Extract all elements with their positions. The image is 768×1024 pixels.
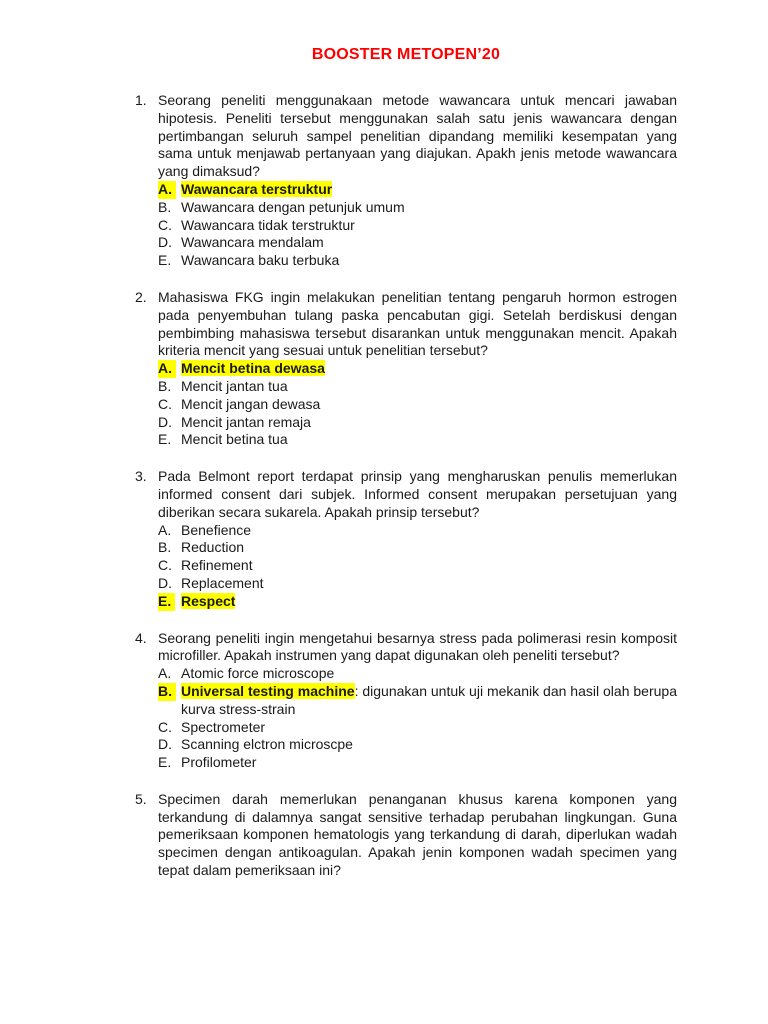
option-letter: E. [158,431,172,448]
option-letter: E. [158,593,175,611]
question-2 [0,289,768,449]
question-number: 4. [135,629,147,646]
option-text: Mencit betina tua [181,431,288,448]
option-text: Refinement [181,557,253,574]
option-note: : digunakan untuk uji mekanik dan hasil olah berupa kurva stress-strain [181,682,677,717]
option-letter: E. [158,252,172,269]
question-text: Specimen darah memerlukan penanganan khusus karena komponen yang terkandung di dalamnya sangat sensitive terhadap perubahan lingkungan. Guna pemeriksaan komponen hematologis yang terkandung di darah, diperlukan wadah specimen dengan antikoagulan. Apakah jenin komponen wadah specimen yang tepat dalam pemeriksaan ini? [158,790,677,879]
question-4 [0,630,768,772]
option-text: Scanning elctron microscpe [181,736,353,753]
option-a-correct [0,181,768,199]
option-text-highlighted: Respect [181,592,236,609]
option-a [0,665,768,683]
option-text: Wawancara tidak terstruktur [181,216,355,233]
option-d [0,414,768,432]
option-letter: C. [158,557,172,574]
option-e [0,754,768,772]
option-text: Mencit jangan dewasa [181,395,321,412]
option-text-highlighted: Universal testing machine [181,682,355,699]
question-number: 1. [135,92,147,108]
option-e-correct [0,593,768,611]
question-text: Pada Belmont report terdapat prinsip yang mengharuskan penulis memerlukan informed consent dari subjek. Informed consent merupakan persetujuan yang diberikan secara sukarela. Apakah prinsip tersebut? [158,468,677,520]
question-list [0,92,768,899]
option-text: Spectrometer [181,718,266,735]
option-letter: E. [158,754,172,771]
option-e [0,252,768,270]
option-d [0,234,768,252]
option-text: Replacement [181,574,264,591]
option-c [0,217,768,235]
option-c [0,396,768,414]
option-c [0,719,768,737]
option-letter: A. [158,521,172,538]
option-text-highlighted: Mencit betina dewasa [181,360,325,377]
option-e [0,431,768,449]
option-list [0,665,768,772]
option-text: Profilometer [181,754,257,771]
option-b-correct [0,683,768,719]
question-text: Seorang peneliti menggunakaan metode wawancara untuk mencari jawaban hipotesis. Peneliti tersebut menggunakan salah satu jenis wawancara dengan pertimbangan seluruh sampel penelitian dipandang memiliki kesempatan yang sama untuk menjawab pertanyaan yang diajukan. Apakh jenis metode wawancara yang dimaksud? [158,92,677,180]
option-text: Reduction [181,539,245,556]
option-list [0,360,768,449]
document-title: BOOSTER METOPEN’20 [311,46,501,63]
option-b [0,539,768,557]
option-letter: C. [158,216,172,233]
option-d [0,575,768,593]
option-text: Atomic force microscope [181,665,335,682]
option-list [0,522,768,611]
option-letter: B. [158,683,176,701]
option-text-highlighted: Wawancara terstruktur [181,180,333,197]
option-letter: A. [158,665,172,682]
option-letter: D. [158,234,172,251]
option-text: Wawancara dengan petunjuk umum [181,198,405,215]
option-text: Mencit jantan remaja [181,413,311,430]
question-5 [0,791,768,880]
question-number: 2. [135,288,147,305]
option-letter: B. [158,377,172,394]
option-b [0,199,768,217]
option-text: Mencit jantan tua [181,377,288,394]
option-letter: C. [158,718,172,735]
option-letter: D. [158,413,172,430]
question-3 [0,468,768,610]
option-text: Wawancara baku terbuka [181,252,340,269]
question-text: Mahasiswa FKG ingin melakukan penelitian tentang pengaruh hormon estrogen pada penyembuhan tulang paska pencabutan gigi. Setelah berdiskusi dengan pembimbing mahasiswa tersebut disarankan untuk menggunakan mencit. Apakah kriteria mencit yang sesuai untuk penelitian tersebut? [158,288,677,359]
question-number: 5. [135,790,147,807]
option-letter: A. [158,181,176,199]
option-text: Benefience [181,521,252,538]
option-letter: C. [158,395,172,412]
option-a [0,522,768,540]
option-c [0,557,768,575]
option-b [0,378,768,396]
option-letter: D. [158,736,172,753]
option-list [0,181,768,270]
option-letter: B. [158,198,172,215]
question-text: Seorang peneliti ingin mengetahui besarnya stress pada polimerasi resin komposit microfiller. Apakah instrumen yang dapat digunakan oleh peneliti tersebut? [158,629,677,664]
option-d [0,736,768,754]
question-1 [0,92,768,270]
option-text: Wawancara mendalam [181,234,324,251]
option-letter: B. [158,539,172,556]
question-number: 3. [135,468,147,485]
option-letter: D. [158,574,172,591]
option-a-correct [0,360,768,378]
option-letter: A. [158,360,176,378]
